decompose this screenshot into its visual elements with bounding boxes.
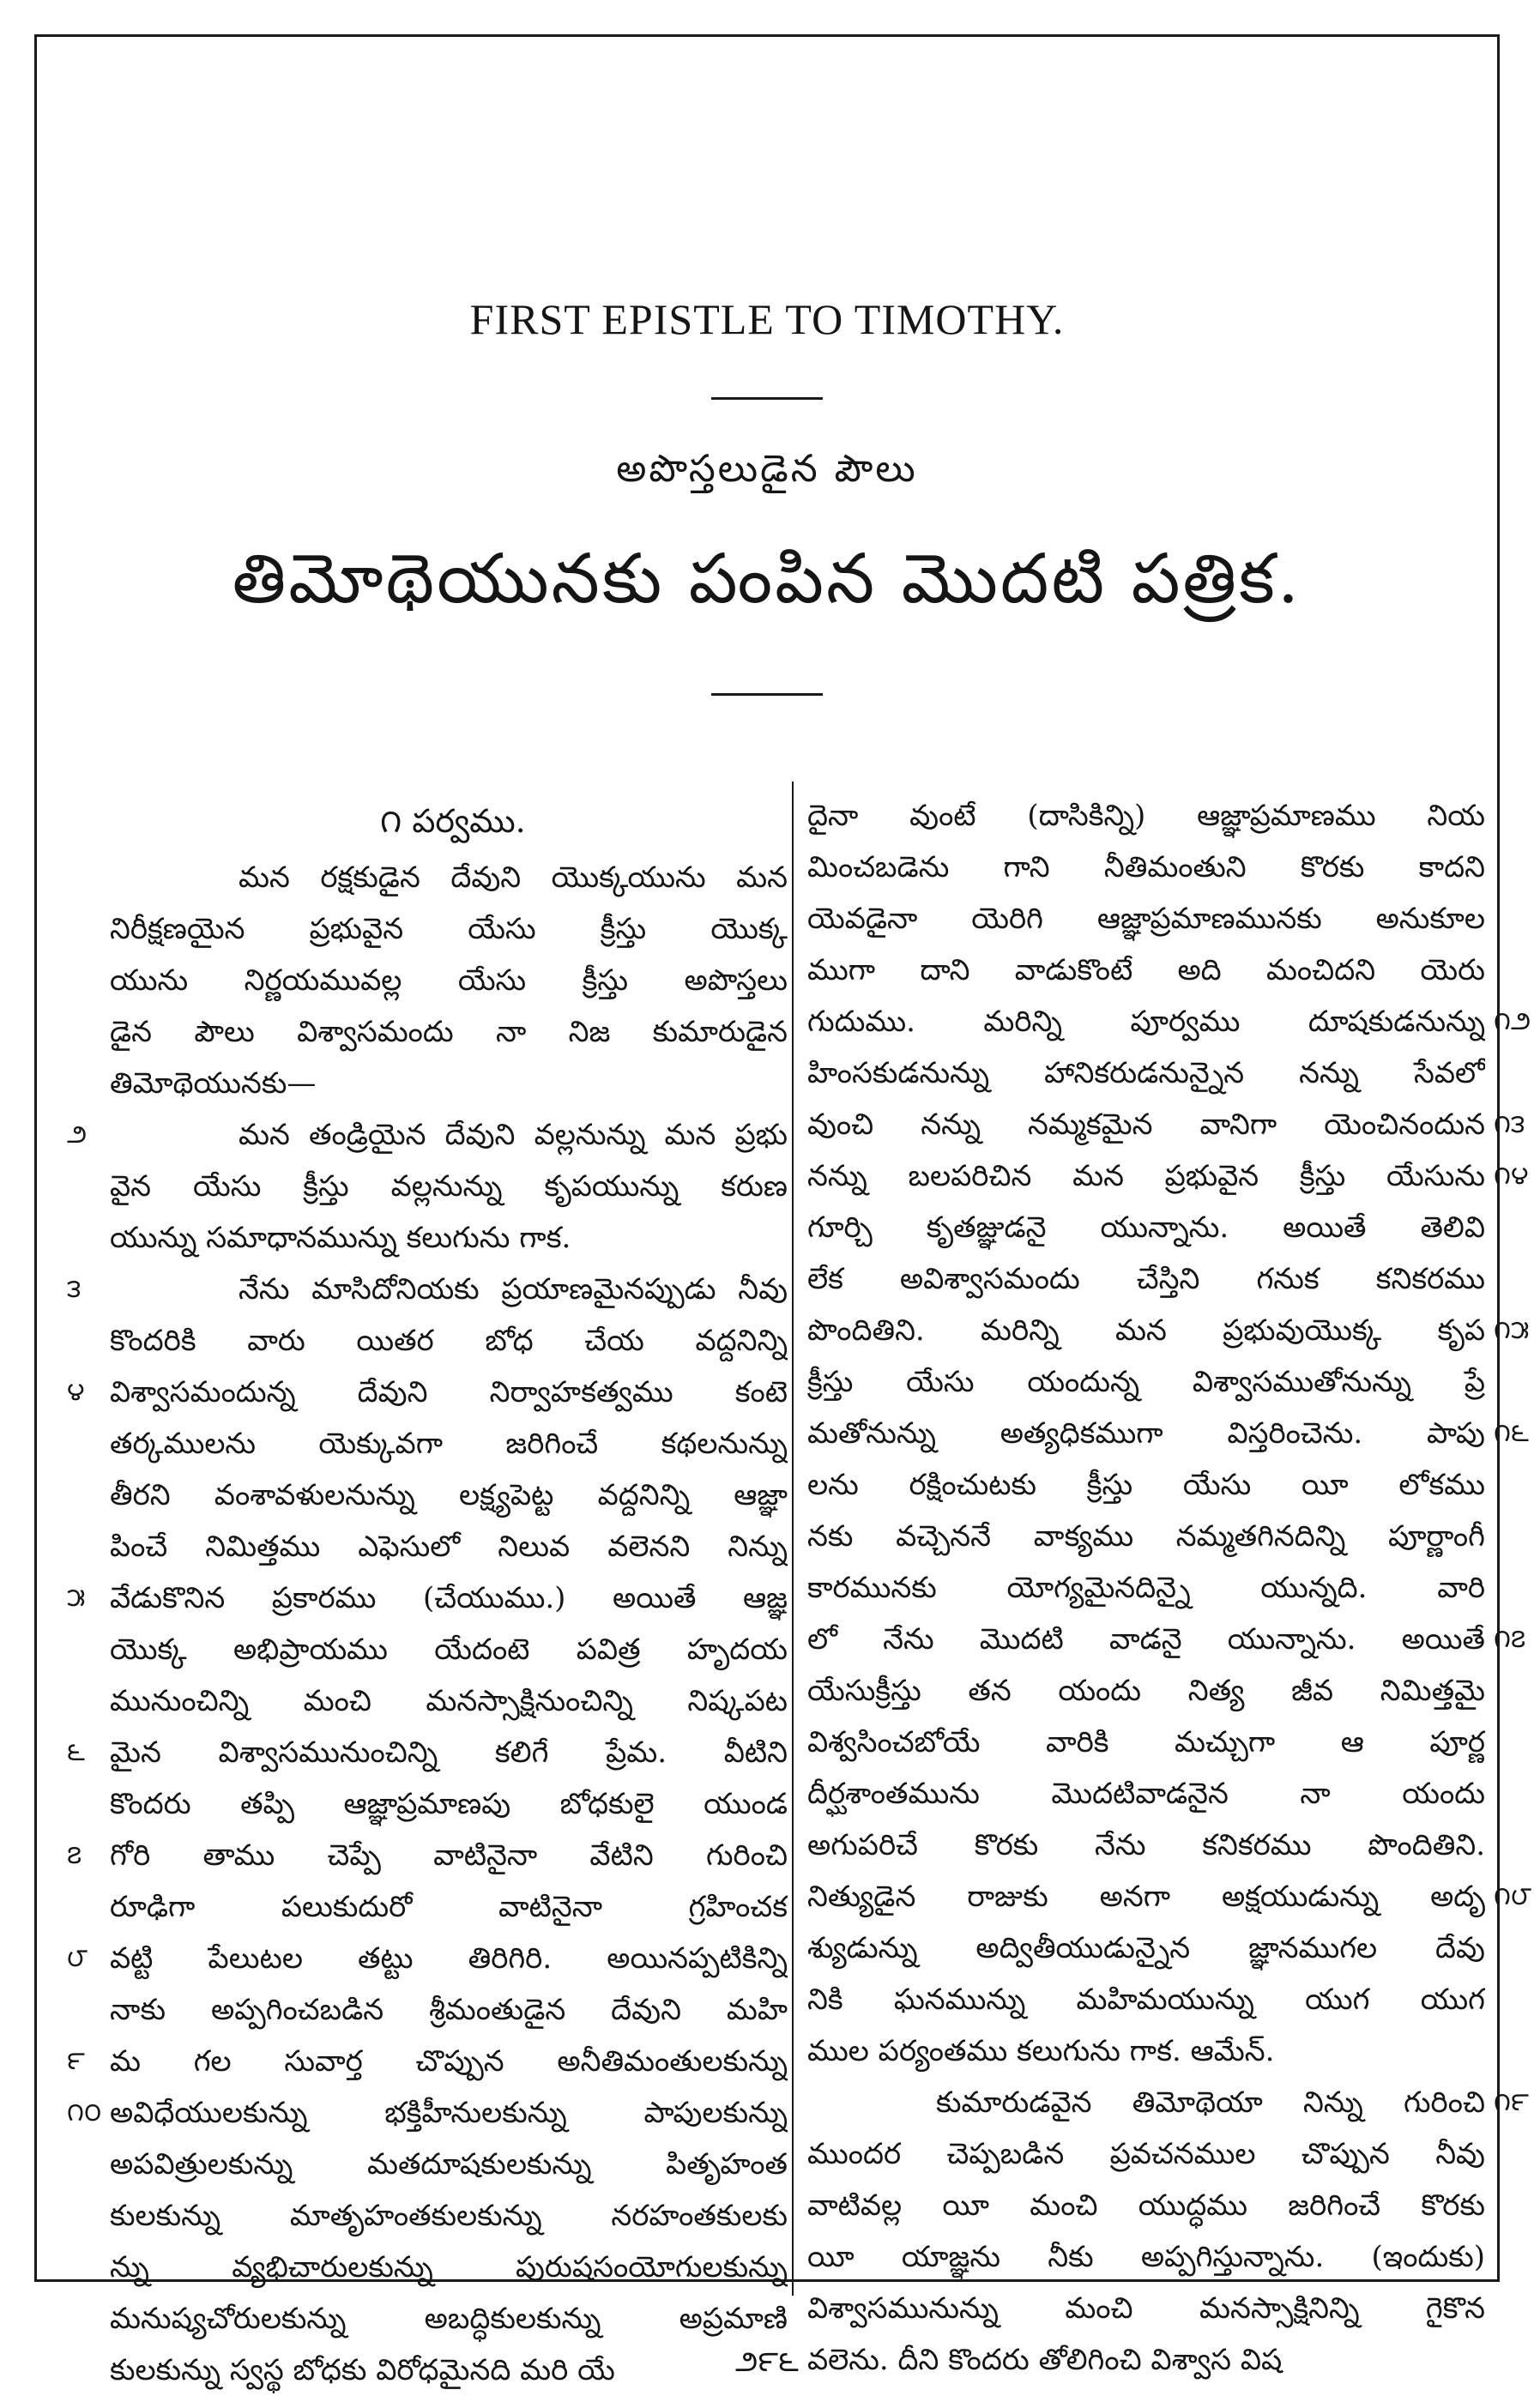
text-line: అగుపరిచే కొరకు నేను కనికరము పొందితిని. [807,1828,1485,1862]
text-line: గోరి తాము చెప్పే వాటినైనా వేటిని గురించి [110,1838,788,1873]
text-line: న్ను వ్యభిచారులకున్ను పురుషసంయోగులకున్ను [110,2250,788,2284]
text-line: అపవిత్రులకున్ను మతదూషకులకున్ను పితృహంత [110,2147,788,2182]
verse-number: ౬ [67,1737,85,1767]
text-line: డైన పౌలు విశ్వాసమందు నా నిజ కుమారుడైన [110,1015,788,1049]
text-line: తీరని వంశావళులనున్ను లక్ష్యపెట్ట వద్దనిన్ని ఆజ్ఞా [110,1478,788,1512]
verse-number: ౫ [67,1583,86,1613]
verse-number: ౧౯ [1494,2087,1529,2117]
text-line: పొందితిని. మరిన్ని మన ప్రభువుయొక్క కృప [807,1313,1485,1348]
text-line: మన తండ్రియైన దేవుని వల్లనున్ను మన ప్రభు [239,1118,788,1152]
verse-number: ౧౪ [1494,1161,1529,1191]
column-divider [792,782,794,2296]
text-line: కులకున్ను స్వస్థ బోధకు విరోధమైనది మరి యే [110,2353,615,2387]
text-line: యీ యాజ్ఞను నీకు అప్పగిస్తున్నాను. (ఇందుకు) [807,2240,1485,2274]
text-line: నేను మాసిదోనియకు ప్రయాణమైనప్పుడు నీవు [239,1272,788,1307]
text-line: యును నిర్ణయమువల్ల యేసు క్రీస్తు అపొస్తలు [110,963,788,998]
text-line: కులకున్ను మాతృహంతకులకున్ను నరహంతకులకు [110,2199,788,2233]
text-line: తర్కములను యెక్కువగా జరిగించే కథలనున్ను [110,1427,788,1461]
text-line: లో నేను మొదటి వాడనై యున్నాను. అయితే [807,1622,1485,1657]
text-line: వట్టి పేలుటల తట్టు తిరిగిరి. అయినప్పటికిన్ని [110,1941,788,1976]
text-line: మించబడెను గాని నీతిమంతుని కొరకు కాదని [807,850,1485,884]
text-line: ముగా దాని వాడుకొంటే అది మంచిదని యెరు [807,953,1485,987]
text-line: నిరీక్షణయైన ప్రభువైన యేసు క్రీస్తు యొక్క [110,912,788,946]
text-line: నిత్యుడైన రాజుకు అనగా అక్షయుడున్ను అదృ [807,1880,1485,1914]
text-line: క్రీస్తు యేసు యందున్న విశ్వాసముతోనున్ను ప్రే [807,1365,1485,1399]
title-rule-bottom [711,693,823,696]
chapter-heading: ౧ పర్వము. [380,802,526,840]
text-line: మన రక్షకుడైన దేవుని యొక్కయును మన [239,860,788,895]
text-line: విశ్వాసమునున్ను మంచి మనస్సాక్షినిన్ని గైకొన [807,2291,1485,2326]
verse-number: ౨ [67,1120,88,1150]
text-line: మనుష్యచోరులకున్ను అబద్ధికులకున్ను అప్రమాణి [110,2302,788,2336]
verse-number: ౮ [67,1943,88,1973]
text-line: మతోనున్ను అత్యధికముగా విస్తరించెను. పాపు [807,1416,1485,1451]
text-line: యెవడైనా యెరిగి ఆజ్ఞాప్రమాణమునకు అనుకూల [807,902,1485,936]
text-line: గుదుము. మరిన్ని పూర్వము దూషకుడనున్ను [807,1005,1485,1039]
telugu-title: తిమోథెయునకు పంపిన మొదటి పత్రిక. [232,539,1302,619]
text-line: కారమునకు యోగ్యమైనదిన్నై యున్నది. వారి [807,1571,1485,1605]
text-line: హింసకుడనున్ను హానికరుడనున్నైన నన్ను సేవలో [807,1056,1485,1090]
verse-number: ౧౮ [1494,1881,1532,1911]
verse-number: ౧౩ [1494,1109,1525,1139]
verse-number: ౧౬ [1494,1418,1529,1448]
text-line: కొందరికి వారు యితర బోధ చేయ వద్దనిన్ని [110,1324,788,1358]
title-rule-top [711,397,823,400]
text-line: శ్యుడున్ను అద్వితీయుడున్నైన జ్ఞానముగల దేవు [807,1931,1485,1965]
text-line: దీర్ఘశాంతమును మొదటివాడనైన నా యందు [807,1777,1485,1811]
text-line: యేసుక్రీస్తు తన యందు నిత్య జీవ నిమిత్తమై [807,1674,1485,1708]
verse-number: ౧౦ [67,2097,102,2127]
text-line: తిమోథెయునకు— [110,1066,317,1101]
text-line: విశ్వసించబోయే వారికి మచ్చుగా ఆ పూర్ణ [807,1725,1485,1759]
text-line: మునుంచిన్ని మంచి మనస్సాక్షినుంచిన్ని నిష్కపట [110,1684,788,1718]
text-line: రూఢిగా పలుకుదురో వాటినైనా గ్రహించక [110,1890,788,1924]
page-number: ౨౯౬ [735,2345,799,2379]
author-subtitle: అపొస్తలుడైన పౌలు [616,447,918,491]
verse-number: ౧౭ [1494,1624,1526,1654]
text-line: వాటివల్ల యీ మంచి యుద్ధము జరిగించే కొరకు [807,2188,1485,2223]
text-line: లను రక్షించుటకు క్రీస్తు యేసు యీ లోకము [807,1468,1485,1502]
text-line: వేడుకొనిన ప్రకారము (చేయుము.) అయితే ఆజ్ఞ [110,1581,788,1615]
text-line: యున్ను సమాధానమున్ను కలుగును గాక. [110,1221,571,1255]
text-line: వలెను. దీని కొందరు తోలిగించి విశ్వాస విష [807,2343,1283,2377]
text-line: ముందర చెప్పబడిన ప్రవచనముల చొప్పున నీవు [807,2137,1485,2171]
verse-number: ౧౫ [1494,1315,1530,1345]
text-line: వైన యేసు క్రీస్తు వల్లనున్ను కృపయున్ను కరుణ [110,1169,788,1204]
text-line: వుంచి నన్ను నమ్మకమైన వానిగా యెంచినందున [807,1107,1485,1142]
text-line: అవిధేయులకున్ను భక్తిహీనులకున్ను పాపులకున్ను [110,2096,788,2130]
text-line: కొందరు తప్పి ఆజ్ఞాప్రమాణపు బోధకులై యుండ [110,1787,788,1821]
text-line: ముల పర్యంతము కలుగును గాక. ఆమేన్. [807,2034,1275,2068]
text-line: నికి ఘనమున్ను మహిమయున్ను యుగ యుగ [807,1983,1485,2017]
text-line: కుమారుడవైన తిమోథెయా నిన్ను గురించి [936,2085,1485,2120]
page-frame [34,34,1532,2387]
text-line: నాకు అప్పగించబడిన శ్రీమంతుడైన దేవుని మహి [110,1993,788,2027]
verse-number: ౭ [67,1840,82,1870]
text-line: విశ్వాసమందున్న దేవుని నిర్వాహకత్వము కంటె [110,1375,788,1409]
left-column [67,790,788,2396]
text-line: లేక అవిశ్వాసమందు చేస్తిని గనుక కనికరము [807,1262,1485,1296]
text-line: నకు వచ్చెననే వాక్యము నమ్మతగినదిన్ని పూర్ణాంగీ [807,1519,1485,1554]
text-line: గూర్చి కృతజ్ఞుడనై యున్నాను. అయితే తెలివి [807,1210,1485,1245]
text-line: యొక్క అభిప్రాయము యేదంటె పవిత్ర హృదయ [110,1632,788,1667]
verse-number: ౪ [67,1377,85,1407]
text-line: దైనా వుంటే (దాసికిన్ని) ఆజ్ఞాప్రమాణము నియ [807,799,1485,833]
verse-number: ౯ [67,2046,85,2076]
verse-number: ౧౨ [1494,1006,1531,1036]
verse-number: ౩ [67,1274,82,1304]
english-title: FIRST EPISTLE TO TIMOTHY. [469,295,1065,343]
text-line: నన్ను బలపరిచిన మన ప్రభువైన క్రీస్తు యేసును [807,1159,1485,1193]
text-line: మ గల సువార్త చొప్పున అనీతిమంతులకున్ను [110,2044,788,2079]
text-line: పించే నిమిత్తము ఎఫెసులో నిలువ వలెనని నిన్ను [110,1530,788,1564]
right-column [807,790,1532,2386]
text-line: మైన విశ్వాసమునుంచిన్ని కలిగే ప్రేమ. వీటిని [110,1735,788,1770]
